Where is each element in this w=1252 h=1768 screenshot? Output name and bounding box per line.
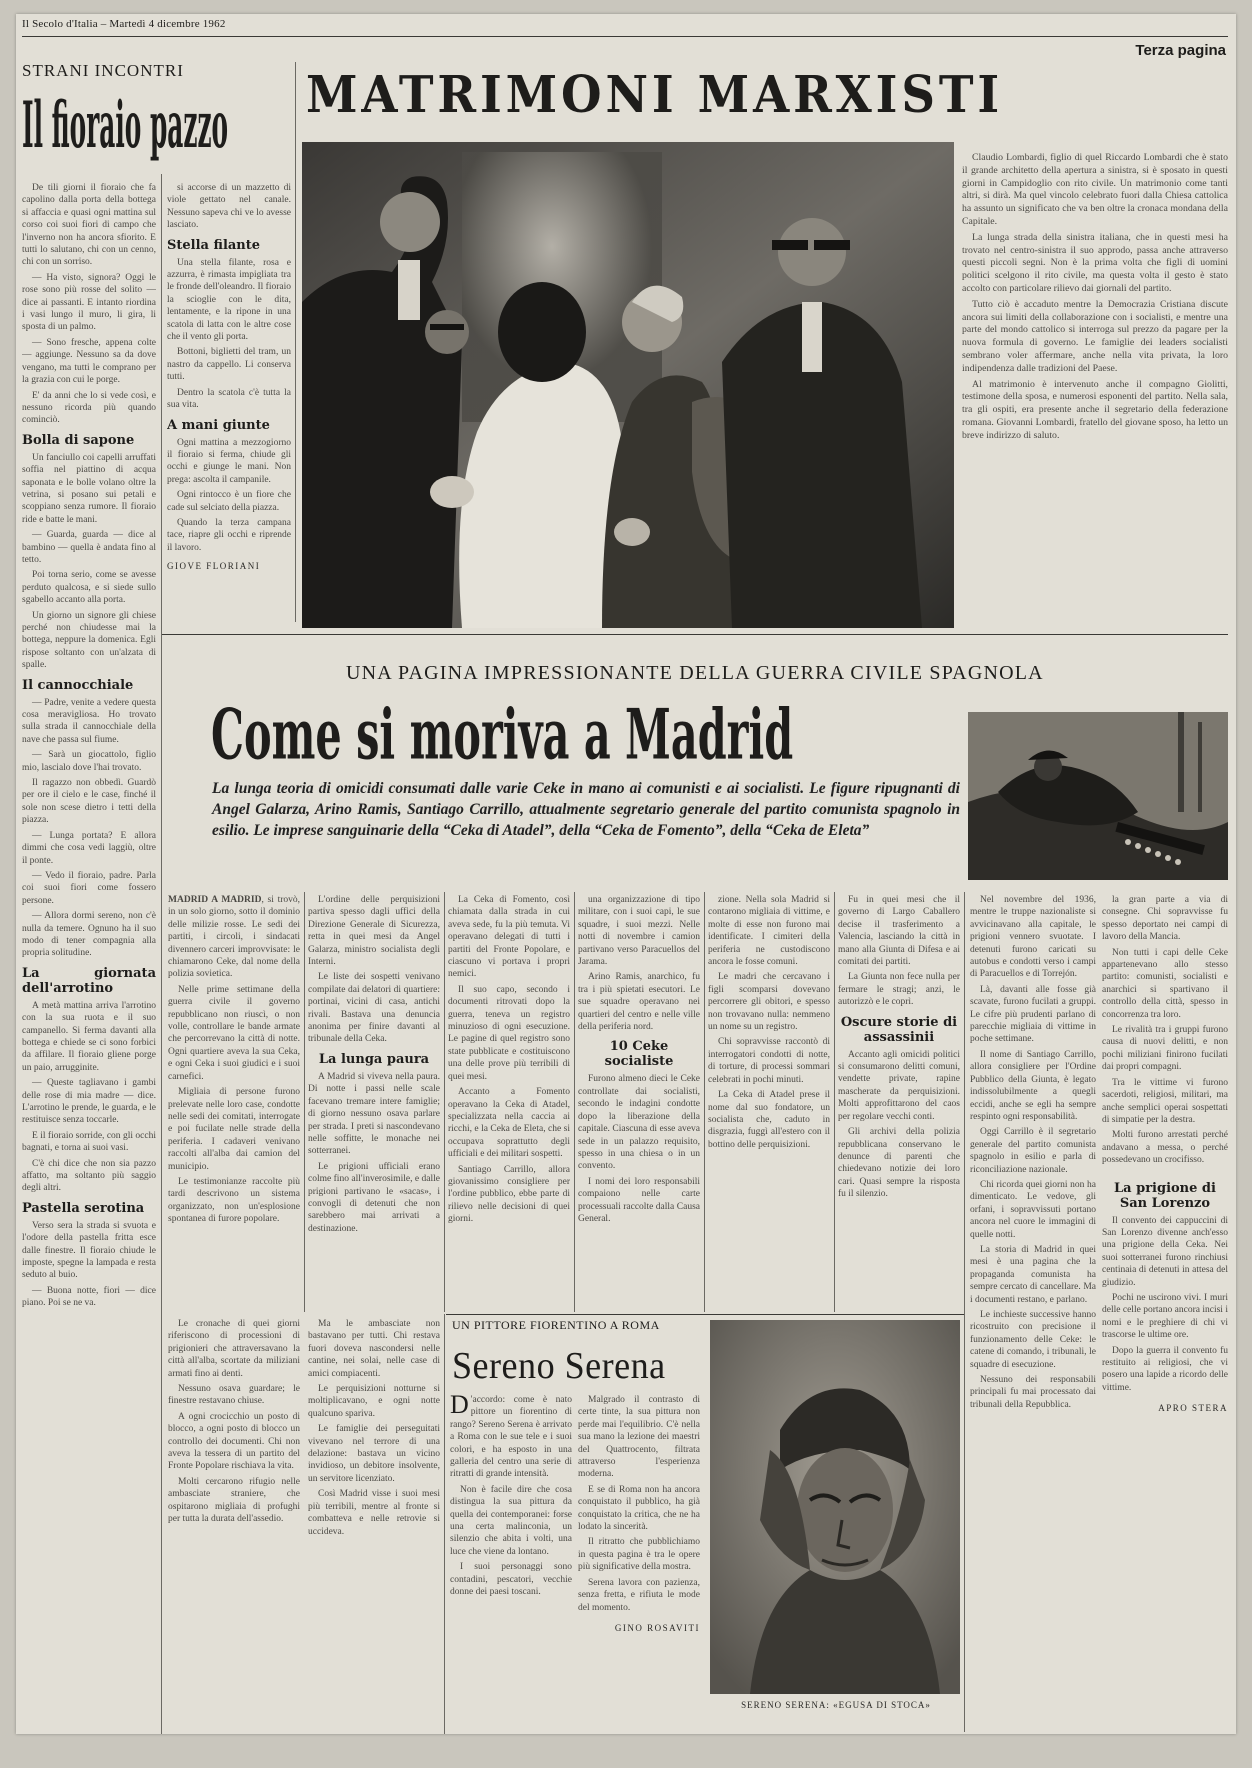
subhead-arrotino: La giornata dell'arrotino xyxy=(22,965,156,996)
madrid-subhead-paura: La lunga paura xyxy=(318,1051,430,1067)
madrid-col-5: zione. Nella sola Madrid si contarono migliaia di vittime, e molte di esse non furono mai identificate. I cimiteri della periferia ne custodiscono ancora le fosse comuni. Le madri che cercavano i figli scomparsi dovevano percorrere gli obitori, e spesso non trovavano nulla: nemmeno un nome su un registro. Chi sopravvisse raccontò di interrogatori condotti di notte, di torture, di processi sommari celebrati in pochi minuti. La Ceka di Atadel prese il nome dal suo fondatore, un socialista che, caduto in disgrazia, fuggì all'estero con il bottino delle perquisizioni. xyxy=(708,895,830,1150)
subhead-pastella: Pastella serotina xyxy=(22,1200,145,1216)
left-kicker: STRANI INCONTRI xyxy=(22,61,184,80)
madrid-col-8: la gran parte a via di consegne. Chi sopravvisse fu spesso deportato nei campi di lavoro della Mancia. Non tutti i capi delle Ceke appartenevano allo stesso partito: comunisti, socialisti e anarchici si spartivano il controllo della città, spesso in concorrenza tra loro. Le rivalità tra i gruppi furono causa di nuovi delitti, e non pochi miliziani finirono fucilati dai propri compagni. Tra le vittime vi furono sacerdoti, religiosi, militari, ma anche semplici operai sospettati di simpatie per la destra. Molti furono arrestati perché andavano a messa, o perché possedevano un crocifisso. La prigione di San Lorenzo Il convento dei cappuccini di San Lorenzo divenne anch'esso una prigione della Ceka. Nei suoi sotterranei furono rinchiusi centinaia di detenuti in attesa del giudizio. Pochi ne uscirono vivi. I muri delle celle portano ancora incisi i nomi e le preghiere di chi vi trascorse le ultime ore. Dopo la guerra il convento fu restituito ai religiosi, che vi posero una lapide a ricordo delle vittime. APRO STERA xyxy=(1102,895,1228,1414)
left-text-column: De tili giorni il fioraio che fa capolino dalla porta della bottega si affaccia e quasi ogni mattina sul corso coi suoi fiori di campo che l'inverno non ha ancora sfiorito. E tutti lo salutano, chi con un cenno, chi con un sorriso. — Ha visto, signora? Oggi le rose sono più rosse del solito — dice ai passanti. E intanto riordina i vasi lungo il muro, li gira, li sposta di un palmo. — Sono fresche, appena colte — aggiunge. Nessuno sa da dove vengano, ma tutti le comprano per la grazia con cui le porge. E' da anni che lo si vede così, e nessuno ricorda più quando cominciò. Bolla di sapone Un fanciullo coi capelli arruffati soffia nel piattino di acqua saponata e le bolle volano oltre la vetrina, si posano sui petali e scoppiano senza rumore. Il fioraio ride e batte le mani. — Guarda, guarda — dice al bambino — quella è andata fino al tetto. Poi torna serio, come se avesse perduto qualcosa, e si siede sullo sgabello accanto alla porta. Un giorno un signore gli chiese perché non chiudesse mai la bottega, neppure la domenica. Egli rispose soltanto con un'alzata di spalle. Il cannocchiale — Padre, venite a vedere questa cosa meravigliosa. Ho trovato sulla strada il cannocchiale della nave che passa sul fiume. — Sarà un giocattolo, figlio mio, lascialo dove l'hai trovato. Il ragazzo non obbedì. Guardò per ore il cielo e le case, finché il sole non scese dietro i tetti della piazza. — Lunga portata? E allora dimmi che cosa vedi laggiù, oltre il ponte. — Vedo il fioraio, padre. Parla coi suoi fiori come fossero persone. — Allora dormi sereno, non c'è nulla da temere. Ognuno ha il suo modo di tener compagnia alla propria solitudine. La giornata dell'arrotino A metà mattina arriva l'arrotino con la sua ruota e il suo campanello. Si ferma davanti alla bottega e chiede se ci sono forbici da affilare. Il fioraio gliene porge un paio, arrugginite. — Queste tagliavano i gambi delle rose di mia madre — dice. L'arrotino le prende, le guarda, e le restituisce senza toccarle. E il fioraio sorride, con gli occhi bagnati, e torna ai suoi vasi. C'è chi dice che non sia pazzo affatto, ma soltanto più saggio degli altri. Pastella serotina Verso sera la strada si svuota e l'odore della pastella fritta esce dalle finestre. Il fioraio chiude le imposte, spegne la lampada e resta seduto al buio. — Buona notte, fiori — dice piano. Poi se ne va. xyxy=(22,183,156,1309)
folio-line: Il Secolo d'Italia – Martedì 4 dicembre 1962 xyxy=(22,18,226,30)
madrid-byline: APRO STERA xyxy=(1158,1403,1228,1414)
subhead-stella: Stella filante xyxy=(167,237,261,253)
art-col-rule-1 xyxy=(444,1314,445,1734)
madrid-col-2b: Ma le ambasciate non bastavano per tutti. Chi restava fuori doveva nascondersi nelle cantine, nei solai, nelle case di amici compiacenti. Le perquisizioni notturne si moltiplicavano, e ogni notte qualcuno spariva. Le famiglie dei perseguitati vivevano nel terrore di una delazione: bastava un vicino invidioso, un debitore insolvente, un servitore licenziato. Così Madrid visse i suoi mesi più terribili, mentre al fronte si combatteva e nelle retrovie si uccideva. xyxy=(308,1319,440,1537)
art-col-1: D 'accordo: come è nato pittore un fiorentino di rango? Sereno Serena è arrivato a Roma con le sue tele e i suoi colori, e ha esposto in una galleria del centro una serie di ritratti di grande intensità. Non è facile dire che cosa distingua la sua pittura da quella dei contemporanei: forse una certa malinconia, un silenzio che abita i volti, una luce che viene da lontano. I suoi personaggi sono contadini, pescatori, vecchie donne dei paesi toscani. xyxy=(450,1394,572,1598)
madrid-col-1b: Le cronache di quei giorni riferiscono di processioni di prigionieri che attraversavano la città all'alba, scortate da miliziani armati fino ai denti. Nessuno osava guardare; le finestre restavano chiuse. A ogni crocicchio un posto di blocco, a ogni posto di blocco un controllo dei documenti. Chi non aveva la tessera di un partito del Fronte Popolare rischiava la vita. Molti cercarono rifugio nelle ambasciate straniere, che ospitarono migliaia di profughi per tutta la durata dell'assedio. xyxy=(168,1319,300,1525)
madrid-headline: Come si moriva a Madrid xyxy=(211,694,794,775)
madrid-col-rule-6 xyxy=(964,892,965,1732)
painting-caption: SERENO SERENA: «EGUSA DI STOCA» xyxy=(741,1700,931,1710)
col-divider-1 xyxy=(161,174,162,1734)
madrid-col-4: una organizzazione di tipo militare, con i suoi capi, le sue squadre, i suoi mezzi. Nelle notti di novembre i camion partivano verso Paracuellos del Jarama. Arino Ramis, anarchico, fu tra i più spietati esecutori. Le sue squadre operavano nei quartieri del centro e nelle ville della periferia nord. 10 Ceke socialiste Furono almeno dieci le Ceke controllate dai socialisti, secondo le indagini condotte dopo la liberazione della capitale. Ciascuna di esse aveva sede in un palazzo requisito, spesso in una chiesa o in un convento. I nomi dei loro responsabili compaiono nelle carte processuali raccolte dalla Causa General. xyxy=(578,895,700,1224)
madrid-col-6: Fu in quei mesi che il governo di Largo Caballero decise il trasferimento a Valencia, lasciando la città in mano alla Giunta di Difesa e ai comitati dei partiti. La Giunta non fece nulla per fermare le stragi; anzi, le autorizzò e le coprì. Oscure storie di assassinii Accanto agli omicidi politici si consumarono delitti comuni, vendette private, rapine mascherate da perquisizioni. Molti approfittarono del caos per regolare vecchi conti. Gli archivi della polizia repubblicana conservano le denunce di parenti che chiedevano notizie dei loro cari. Quasi sempre la risposta fu il silenzio. xyxy=(838,895,960,1200)
left-headline: Il fioraio pazzo xyxy=(22,88,229,164)
madrid-col-rule-3 xyxy=(574,892,575,1312)
col-divider-2 xyxy=(295,62,296,622)
art-col-2: Malgrado il contrasto di certe tinte, la sua pittura non perde mai l'equilibrio. C'è nella sua mano la lezione dei maestri del Quattrocento, filtrata attraverso l'esperienza moderna. E se di Roma non ha ancora conquistato il pubblico, ha già conquistato la critica, che ne ha lodato la sincerità. Il ritratto che pubblichiamo in questa pagina è tra le opere più significative della mostra. Serena lavora con pazienza, senza fretta, e rifiuta le mode del momento. GINO ROSAVITI xyxy=(578,1395,700,1633)
madrid-dropcap: MADRID A MADRID xyxy=(168,895,262,905)
madrid-col-rule-1 xyxy=(304,892,305,1312)
madrid-col-2: L'ordine delle perquisizioni partiva spesso dagli uffici della Direzione Generale di Sicurezza, retta in quei mesi da Angel Galarza, ministro socialista degli Interni. Le liste dei sospetti venivano compilate dai delatori di quartiere: portinai, vicini di casa, antichi rivali. Bastava una denuncia anonima per finire davanti al tribunale della Ceka. La lunga paura A Madrid si viveva nella paura. Di notte i passi nelle scale facevano tremare intere famiglie; di giorno nessuno osava parlare per strada. I preti si nascondevano nelle soffitte, le monache nei sotterranei. Le prigioni ufficiali erano colme fino all'inverosimile, e dalle prigioni partivano le «sacas», i convogli di detenuti che non sarebbero mai arrivati a destinazione. xyxy=(308,895,440,1234)
left-text-column-2: si accorse di un mazzetto di viole gettato nel canale. Nessuno sapeva chi ve lo avesse lasciato. Stella filante Una stella filante, rosa e azzurra, è rimasta impigliata tra le fronde dell'oleandro. Il fioraio la scioglie con le dita, lentamente, e la ripone in una scatola di latta con le altre cose che il vento gli porta. Bottoni, biglietti del tram, un nastro da cappello. Li conserva tutti. Dentro la scatola c'è tutta la sua vita. A mani giunte Ogni mattina a mezzogiorno il fioraio si ferma, chiude gli occhi e giunge le mani. Non prega: ascolta il campanile. Ogni rintocco è un fiore che cade sul selciato della piazza. Quando la terza campana tace, riapre gli occhi e riprende il lavoro. GIOVE FLORIANI xyxy=(167,183,291,572)
left-byline: GIOVE FLORIANI xyxy=(167,561,261,572)
section-label: Terza pagina xyxy=(1135,42,1226,59)
main-headline: MATRIMONI MARXISTI xyxy=(306,66,1004,125)
art-headline: Sereno Serena xyxy=(452,1345,666,1387)
top-rule xyxy=(22,36,1228,37)
madrid-subhead-oscure: Oscure storie di assassinii xyxy=(840,1014,958,1045)
madrid-kicker: UNA PAGINA IMPRESSIONANTE DELLA GUERRA CIVILE SPAGNOLA xyxy=(346,662,1044,684)
madrid-subhead-ceke: 10 Ceke socialiste xyxy=(604,1039,674,1070)
wedding-photo xyxy=(302,142,954,628)
madrid-col-1: MADRID A MADRID, si trovò, in un solo giorno, sotto il dominio delle milizie rosse. Le sedi dei partiti, i circoli, i sindacati divennero carceri improvvisate: le chiamarono Ceke, dal nome della polizia sovietica. Nelle prime settimane della guerra civile il governo repubblicano non riuscì, o non volle, controllare le bande armate che percorrevano la città di notte. Ogni quartiere aveva la sua Ceka, e ogni Ceka i suoi giudici e i suoi carnefici. Migliaia di persone furono prelevate nelle loro case, condotte nelle sedi dei comitati, interrogate e poi fucilate nelle strade della periferia. I cadaveri venivano raccolti all'alba dai camion del municipio. Le testimonianze raccolte più tardi descrivono un sistema organizzato, non un'esplosione spontanea di furore popolare. xyxy=(168,895,300,1225)
war-photo xyxy=(968,712,1228,880)
madrid-col-rule-4 xyxy=(704,892,705,1312)
rule-under-photo xyxy=(162,634,1228,635)
main-story-text: Claudio Lombardi, figlio di quel Riccardo Lombardi che è stato il grande architetto della apertura a sinistra, si è sposato in questi giorni in Campidoglio con rito civile. Un matrimonio come tanti altri, si dirà. Ma quel vincolo celebrato fuori dalla Chiesa cattolica ha assunto un significato che va ben oltre la cronaca mondana della Capitale. La lunga strada della sinistra italiana, che in questi mesi ha trovato nel centro-sinistra il suo approdo, passa anche attraverso questi piccoli segni. Non è la prima volta che figli di uomini politici scelgono il rito civile, ma questa volta il gesto è stato accolto con particolare rilievo dai giornali del partito. Tutto ciò è accaduto mentre la Democrazia Cristiana discute ancora sui limiti della collaborazione con i socialisti, e mentre una parte del mondo cattolico si interroga sul prezzo da pagare per la nuova formula di governo. Le famiglie dei leaders socialisti sembrano voler affermare, anche nella vita privata, la loro indipendenza dalle tradizioni del Paese. Al matrimonio è intervenuto anche il compagno Giolitti, testimone della sposa, e numerosi esponenti del partito. Nella sala, tra gli ospiti, era presente anche il segretario della federazione romana. Giovanni Lombardi, fratello del giovane sposo, ha letto un breve indirizzo di saluto. xyxy=(962,152,1228,441)
painting-photo xyxy=(710,1320,960,1694)
madrid-subhead-prigione: La prigione di San Lorenzo xyxy=(1114,1180,1216,1211)
rule-above-art xyxy=(446,1314,964,1315)
subhead-cannocchiale: Il cannocchiale xyxy=(22,677,134,693)
subhead-mani: A mani giunte xyxy=(167,417,270,433)
madrid-deck: La lunga teoria di omicidi consumati dalle varie Ceke in mano ai comunisti e ai socialisti. Le figure ripugnanti di Angel Galarza, Arino Ramis, Santiago Carrillo, attualmente segretario generale del partito comunista spagnolo in esilio. Le imprese sanguinarie della “Ceka di Atadel”, della “Ceka de Fomento”, della “Ceka de Eleta” xyxy=(212,780,960,839)
newspaper-page xyxy=(16,14,1236,1734)
subhead-bolla: Bolla di sapone xyxy=(22,432,135,448)
madrid-col-rule-2 xyxy=(444,892,445,1312)
art-byline: GINO ROSAVITI xyxy=(614,1622,700,1633)
madrid-col-7: Nel novembre del 1936, mentre le truppe nazionaliste si avvicinavano alla capitale, le prigioni vennero svuotate. I detenuti furono caricati su autobus e condotti verso i campi di Paracuellos e di Torrejón. Là, davanti alle fosse già scavate, furono fucilati a gruppi. Le cifre più prudenti parlano di parecchie migliaia di vittime in poche settimane. Il nome di Santiago Carrillo, allora consigliere per l'Ordine Pubblico della Giunta, è legato indissolubilmente a quegli eccidi, anche se egli ha sempre respinto ogni responsabilità. Oggi Carrillo è il segretario generale del partito comunista spagnolo in esilio e parla di riconciliazione nazionale. Chi ricorda quei giorni non ha dimenticato. Le vedove, gli orfani, i sopravvissuti portano ancora nel cuore le immagini di quelle notti. La storia di Madrid in quei mesi è una pagina che la propaganda comunista ha sempre cercato di cancellare. Ma i documenti restano, e parlano. Le inchieste successive hanno ricostruito con precisione il funzionamento delle Ceke: le catene di comando, i tribunali, le squadre di esecuzione. Nessuno dei responsabili principali fu mai processato dai tribunali della Repubblica. xyxy=(970,895,1096,1410)
madrid-col-3: La Ceka di Fomento, così chiamata dalla strada in cui aveva sede, fu la più temuta. Vi operavano delegati di tutti i partiti del Fronte Popolare, e ciascuno vi portava i propri nemici. Il suo capo, secondo i documenti ritrovati dopo la guerra, teneva un registro minuzioso di ogni esecuzione. Le pagine di quel registro sono state pubblicate e costituiscono una delle prove più terribili di quei mesi. Accanto a Fomento operavano la Ceka di Atadel, specializzata nella caccia ai ricchi, e la Ceka de Eleta, che si occupava soprattutto degli ufficiali e dei militari sospetti. Santiago Carrillo, allora giovanissimo consigliere per l'ordine pubblico, ebbe parte di rilievo nelle decisioni di quei giorni. xyxy=(448,895,570,1225)
madrid-col-rule-5 xyxy=(834,892,835,1312)
art-kicker: UN PITTORE FIORENTINO A ROMA xyxy=(452,1318,660,1332)
